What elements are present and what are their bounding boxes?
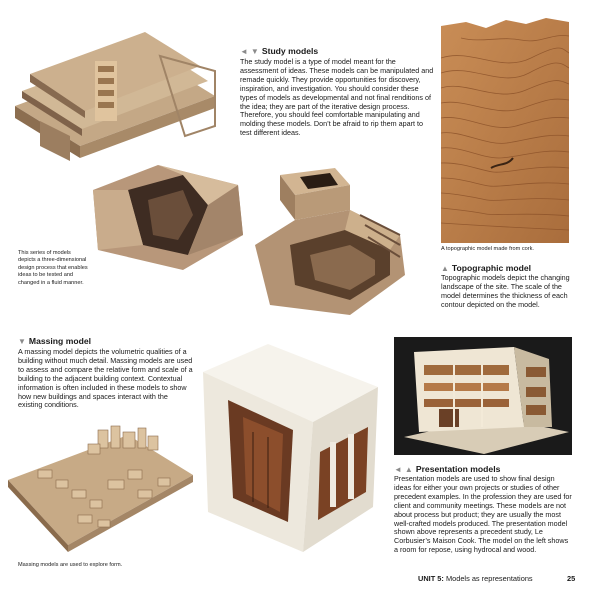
left-arrow-icon: ◄ — [394, 464, 402, 474]
footer-title: Models as representations — [445, 574, 533, 583]
massing-model-image — [8, 420, 193, 555]
footer-unit: UNIT 5: — [418, 574, 444, 583]
massing-title: Massing model — [28, 336, 91, 346]
page-footer — [418, 574, 533, 583]
topographic-heading — [441, 263, 531, 273]
study-models-caption: This series of models depicts a three-dimensional design process that enables ideas to be tested and changed in a fluid manner. — [18, 250, 88, 286]
up-arrow-icon: ▲ — [441, 263, 449, 273]
study-models-heading — [240, 46, 318, 56]
plaster-room-model-image — [198, 342, 384, 554]
topographic-title: Topographic model — [451, 263, 532, 273]
presentation-model-image-maison-cook — [394, 337, 572, 455]
study-model-image-stepped — [250, 165, 410, 325]
up-arrow-icon: ▲ — [404, 464, 413, 474]
study-model-image-folded — [88, 160, 248, 275]
massing-caption: Massing models are used to explore form. — [18, 562, 123, 568]
study-model-image-layered — [10, 26, 220, 176]
presentation-body: Presentation models are used to show final design ideas for either your own projects or studies of other precedent examples. In the profession they are used for client and community meetings. These models are not about process but product; they are usually the most well-crafted models produced. The presentation model shown above represents a precedent study, Le Corbusier’s Maison Cook. The model on the left shows a room for repose, using hydrocal and wood. — [394, 474, 572, 555]
massing-body: A massing model depicts the volumetric qualities of a building without much detail. Massing models are used to assess and compare the relative form and scale of a building to the adjacent building context. Contextual information is often included in these models to show how new buildings and spaces interact with the existing conditions. — [18, 347, 193, 410]
massing-heading — [18, 336, 91, 346]
study-models-title: Study models — [261, 46, 319, 56]
topographic-caption: A topographic model made from cork. — [441, 246, 534, 252]
page-number: 25 — [567, 574, 576, 583]
left-arrow-icon: ◄ — [240, 46, 248, 56]
topographic-model-image — [441, 18, 569, 243]
down-arrow-icon: ▼ — [18, 336, 26, 346]
presentation-title: Presentation models — [415, 464, 501, 474]
down-arrow-icon: ▼ — [250, 46, 259, 56]
study-models-body: The study model is a type of model meant for the assessment of ideas. These models can be manipulated and remade quickly. They provide opportunities for discovery, inspiration, and investigation. You should consider these types of models as developmental and not final renditions of the idea; they are part of the iterative design process. Therefore, you should feel comfortable manipulating and molding these models. Don’t be afraid to rip them apart to test different ideas. — [240, 57, 434, 138]
topographic-body: Topographic models depict the changing landscape of the site. The scale of the model determines the thickness of each contour depicted on the model. — [441, 273, 570, 309]
presentation-heading — [394, 464, 500, 474]
